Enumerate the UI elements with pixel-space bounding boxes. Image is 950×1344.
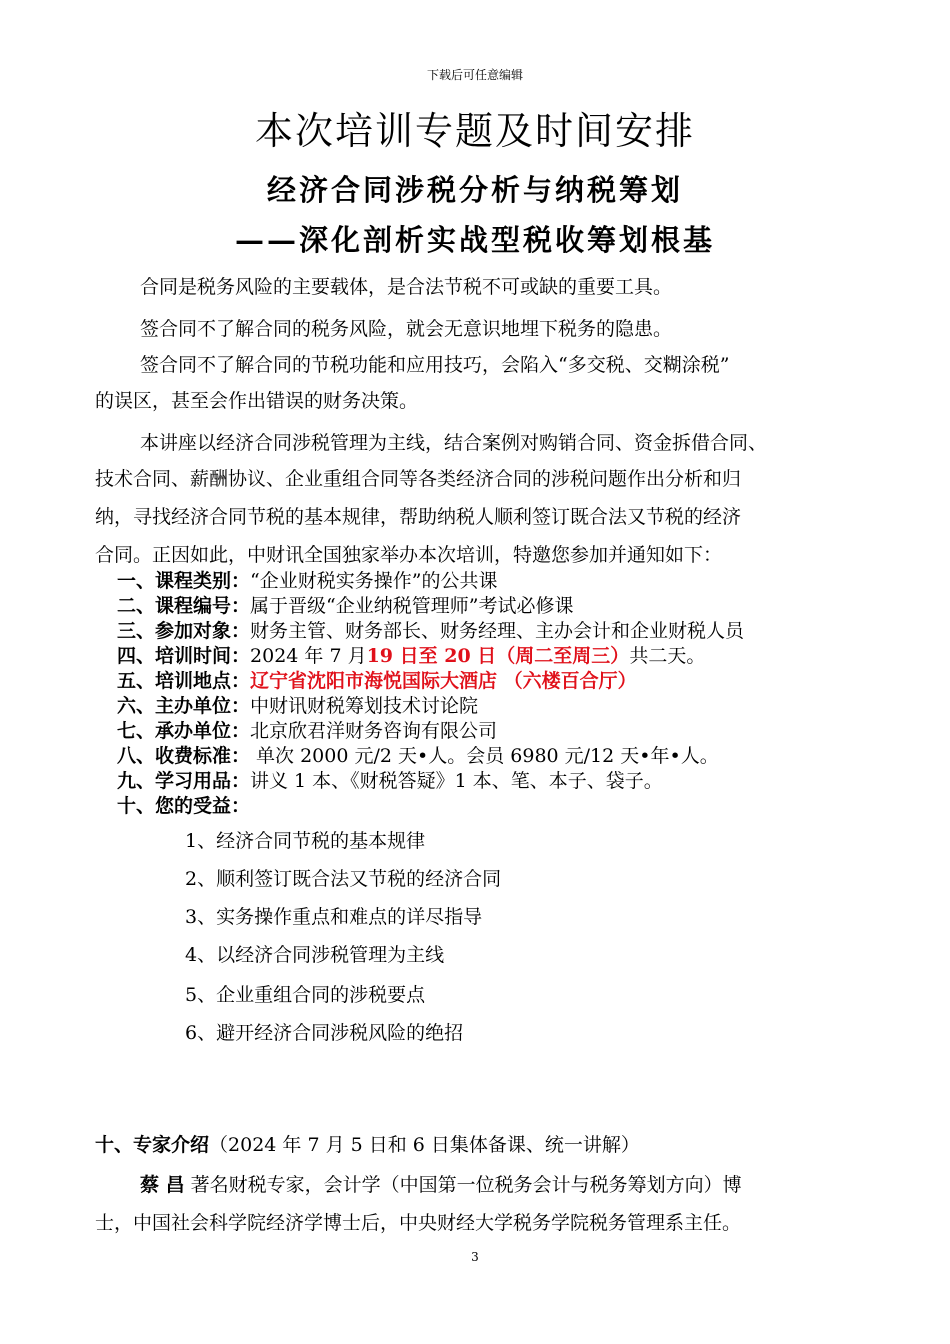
intro-paragraph-4-line4: 合同。正因如此，中财讯全国独家举办本次培训，特邀您参加并通知如下：	[95, 544, 723, 566]
item-value-suffix: 共二天。	[629, 645, 706, 667]
page-number: 3	[471, 1250, 479, 1264]
list-item: 3、实务操作重点和难点的详尽指导	[185, 906, 483, 928]
intro-paragraph-1: 合同是税务风险的主要载体，是合法节税不可或缺的重要工具。	[140, 276, 673, 298]
item-time	[117, 641, 705, 668]
item-benefits	[117, 791, 250, 818]
expert-name: 蔡 昌	[140, 1174, 185, 1196]
header-note: 下载后可任意编辑	[426, 68, 523, 82]
intro-paragraph-4-line1: 本讲座以经济合同涉税管理为主线，结合案例对购销合同、资金拆借合同、	[140, 432, 768, 454]
item-label: 五、培训地点：	[117, 670, 251, 692]
page-title: 本次培训专题及时间安排	[254, 109, 695, 153]
item-value: 讲义 1 本、《财税答疑》1 本、笔、本子、袋子。	[250, 770, 663, 792]
item-value: 北京欣君洋财务咨询有限公司	[250, 720, 498, 742]
item-value: 中财讯财税筹划技术讨论院	[250, 695, 479, 717]
item-label: 九、学习用品：	[117, 770, 251, 792]
item-value: 属于晋级“企业纳税管理师”考试必修课	[250, 595, 574, 617]
intro-paragraph-3-line1: 签合同不了解合同的节税功能和应用技巧，会陷入“多交税、交糊涂税”	[140, 354, 730, 376]
expert-heading	[95, 1130, 640, 1157]
item-label: 七、承办单位：	[117, 720, 251, 742]
expert-bio-line2: 士，中国社会科学院经济学博士后，中央财经大学税务学院税务管理系主任。	[95, 1212, 742, 1234]
item-label: 二、课程编号：	[117, 595, 251, 617]
item-organizer	[117, 716, 497, 743]
expert-bio-text: 著名财税专家，会计学（中国第一位税务会计与税务筹划方向）博	[184, 1174, 742, 1196]
expert-bio-line1	[140, 1170, 742, 1197]
item-label: 四、培训时间：	[117, 645, 251, 667]
intro-paragraph-4-line3: 纳，寻找经济合同节税的基本规律，帮助纳税人顺利签订既合法又节税的经济	[95, 506, 742, 528]
item-value-prefix: 2024 年 7 月	[250, 645, 367, 667]
expert-heading-note: （2024 年 7 月 5 日和 6 日集体备课、统一讲解）	[209, 1134, 640, 1156]
item-label: 八、收费标准：	[117, 745, 251, 767]
item-audience	[117, 616, 744, 643]
item-course-type	[117, 566, 497, 593]
intro-paragraph-4-line2: 技术合同、薪酬协议、企业重组合同等各类经济合同的涉税问题作出分析和归	[95, 468, 742, 490]
item-label: 十、您的受益：	[117, 795, 251, 817]
list-item: 5、企业重组合同的涉税要点	[185, 984, 426, 1006]
item-label: 六、主办单位：	[117, 695, 251, 717]
list-item: 6、避开经济合同涉税风险的绝招	[185, 1022, 464, 1044]
intro-paragraph-3-line2: 的误区，甚至会作出错误的财务决策。	[95, 390, 419, 412]
item-host	[117, 691, 478, 718]
expert-heading-label: 十、专家介绍	[95, 1134, 210, 1156]
item-label: 一、课程类别：	[117, 570, 251, 592]
list-item: 2、顺利签订既合法又节税的经济合同	[185, 868, 502, 890]
item-label: 三、参加对象：	[117, 620, 251, 642]
item-value: 辽宁省沈阳市海悦国际大酒店 （六楼百合厅）	[250, 670, 637, 692]
item-value: 财务主管、财务部长、财务经理、主办会计和企业财税人员	[250, 620, 745, 642]
intro-paragraph-2: 签合同不了解合同的税务风险，就会无意识地埋下税务的隐患。	[140, 318, 673, 340]
list-item: 4、以经济合同涉税管理为主线	[185, 944, 445, 966]
item-location	[117, 666, 637, 693]
list-item: 1、经济合同节税的基本规律	[185, 830, 426, 852]
item-fee	[117, 741, 719, 768]
item-materials	[117, 766, 663, 793]
subtitle-main: 经济合同涉税分析与纳税筹划	[266, 173, 683, 207]
item-value: “企业财税实务操作”的公共课	[250, 570, 498, 592]
item-value: 单次 2000 元/2 天•人。会员 6980 元/12 天•年•人。	[250, 745, 719, 767]
item-course-code	[117, 591, 573, 618]
subtitle-secondary: ——深化剖析实战型税收筹划根基	[234, 223, 715, 257]
item-value-highlight: 19 日至 20 日（周二至周三）	[366, 645, 630, 667]
